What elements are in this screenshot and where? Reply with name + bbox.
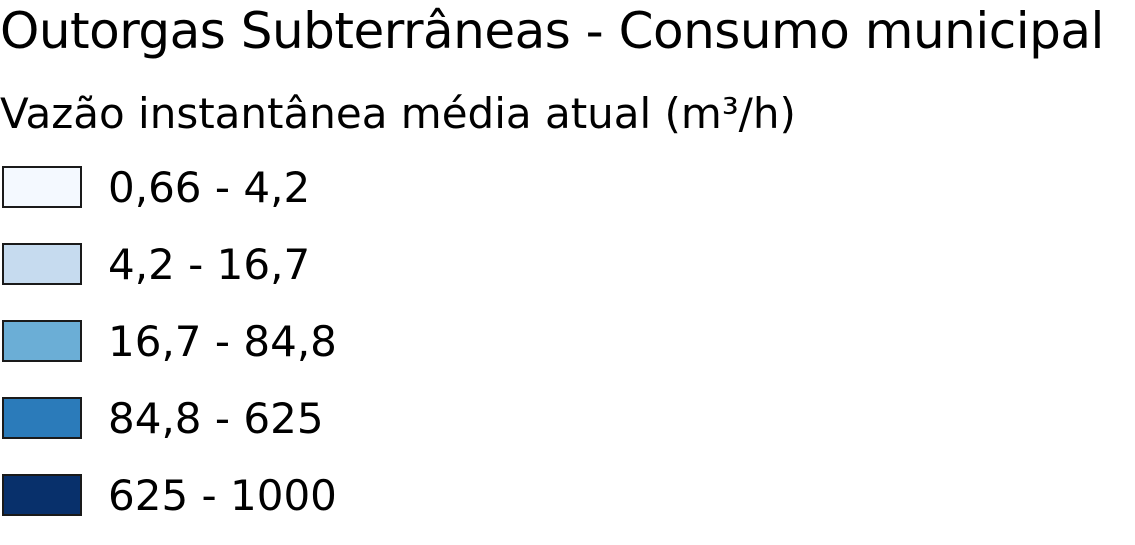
- legend-swatch: [2, 474, 82, 516]
- legend-item-label: 84,8 - 625: [108, 394, 324, 443]
- legend-swatch: [2, 243, 82, 285]
- legend-swatch: [2, 166, 82, 208]
- legend-item-label: 16,7 - 84,8: [108, 317, 337, 366]
- legend-subtitle: Vazão instantânea média atual (m³/h): [0, 89, 796, 138]
- legend-item-label: 625 - 1000: [108, 471, 337, 520]
- legend-swatch: [2, 397, 82, 439]
- legend-item-label: 0,66 - 4,2: [108, 163, 311, 212]
- legend-title: Outorgas Subterrâneas - Consumo municipal: [0, 2, 1104, 60]
- legend-swatch: [2, 320, 82, 362]
- legend-item-label: 4,2 - 16,7: [108, 240, 311, 289]
